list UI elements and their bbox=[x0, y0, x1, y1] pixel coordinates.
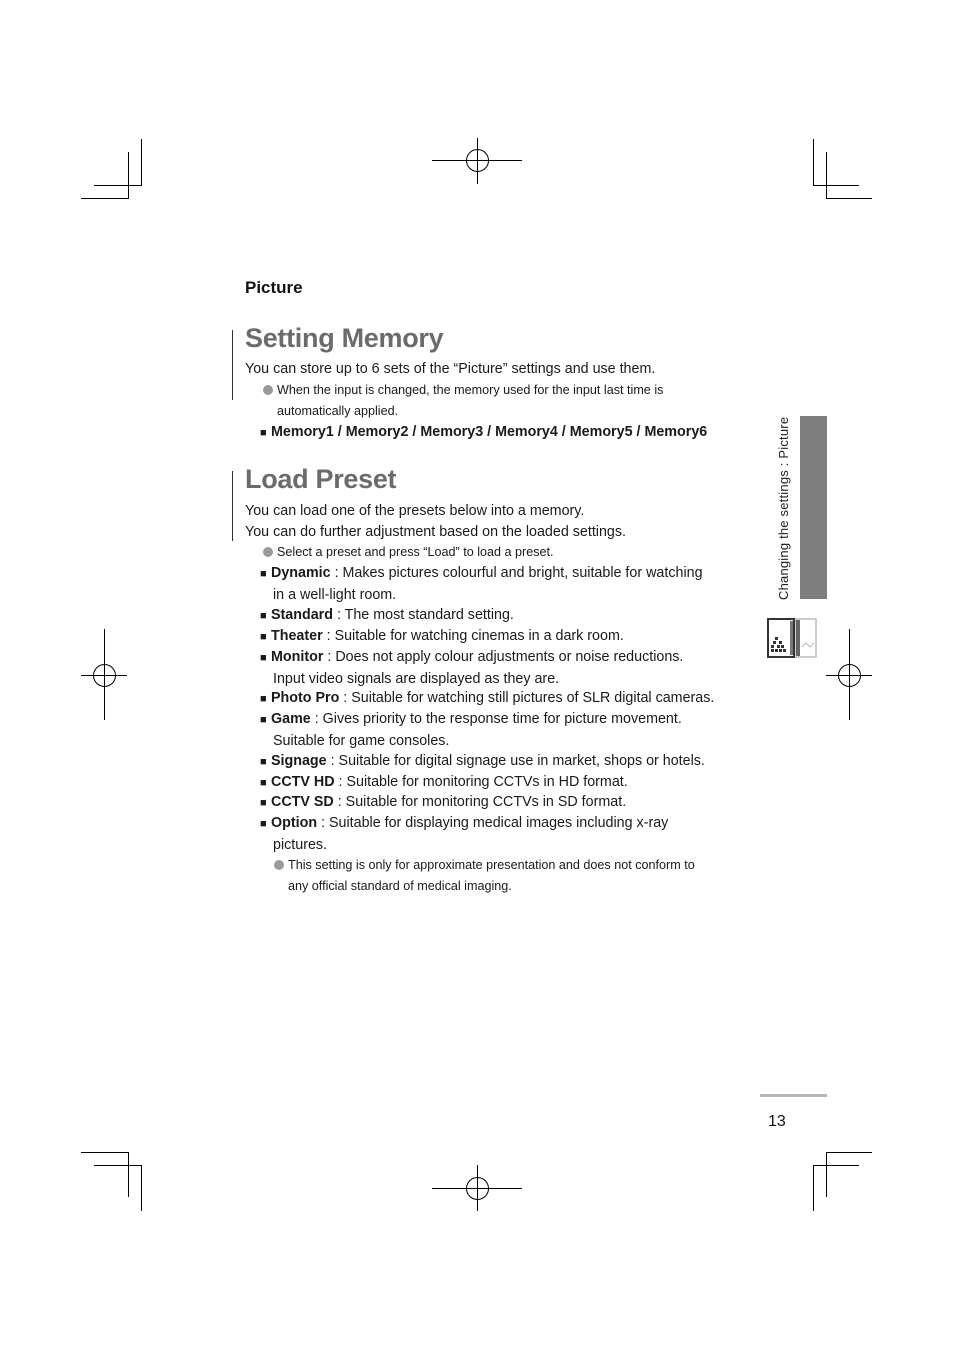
load-preset-heading: Load Preset bbox=[245, 464, 397, 494]
chapter-label: Changing the settings : Picture bbox=[776, 416, 791, 600]
section-title: Picture bbox=[245, 278, 303, 297]
note-bullet-icon bbox=[263, 547, 273, 557]
square-bullet-icon: ■ bbox=[260, 756, 267, 768]
preset-item: ■ Theater : Suitable for watching cinemas in a dark room. bbox=[260, 626, 745, 648]
preset-item: ■ Photo Pro : Suitable for watching still pictures of SLR digital cameras. bbox=[260, 688, 745, 710]
setting-memory-note: When the input is changed, the memory used for the input last time is bbox=[263, 380, 663, 401]
note-bullet-icon bbox=[274, 860, 284, 870]
square-bullet-icon: ■ bbox=[260, 714, 267, 726]
chapter-tab bbox=[800, 416, 827, 599]
preset-item: ■ Game : Gives priority to the response time for picture movement. Suitable for game consoles. bbox=[260, 711, 682, 749]
section-bar bbox=[232, 471, 233, 541]
option-note: This setting is only for approximate presentation and does not conform to bbox=[274, 855, 695, 876]
picture-settings-icon bbox=[766, 617, 818, 659]
load-preset-intro-2: You can do further adjustment based on the loaded settings. bbox=[245, 524, 626, 540]
square-bullet-icon: ■ bbox=[260, 652, 267, 664]
square-bullet-icon: ■ bbox=[260, 797, 267, 809]
setting-memory-note-cont: automatically applied. bbox=[277, 404, 399, 418]
load-preset-intro-1: You can load one of the presets below into a memory. bbox=[245, 503, 585, 519]
square-bullet-icon: ■ bbox=[260, 610, 267, 622]
preset-item: ■ Signage : Suitable for digital signage use in market, shops or hotels. bbox=[260, 751, 745, 773]
square-bullet-icon: ■ bbox=[260, 631, 267, 643]
preset-item: ■ Dynamic : Makes pictures colourful and bright, suitable for watching in a well-light room. bbox=[260, 565, 703, 603]
note-bullet-icon bbox=[263, 385, 273, 395]
preset-item: ■ Option : Suitable for displaying medical images including x-ray pictures. bbox=[260, 815, 669, 853]
preset-item: ■ Monitor : Does not apply colour adjustments or noise reductions. Input video signals are displayed as they are. bbox=[260, 649, 684, 687]
preset-item: ■ CCTV SD : Suitable for monitoring CCTVs in SD format. bbox=[260, 792, 745, 814]
square-bullet-icon: ■ bbox=[260, 427, 267, 439]
page-number: 13 bbox=[768, 1113, 786, 1130]
section-bar bbox=[232, 330, 233, 400]
preset-item: ■ CCTV HD : Suitable for monitoring CCTVs in HD format. bbox=[260, 772, 745, 794]
setting-memory-intro: You can store up to 6 sets of the “Picture” settings and use them. bbox=[245, 361, 656, 377]
memory-options: ■ Memory1 / Memory2 / Memory3 / Memory4 / Memory5 / Memory6 bbox=[260, 422, 745, 444]
setting-memory-heading: Setting Memory bbox=[245, 323, 444, 353]
preset-item: ■ Standard : The most standard setting. bbox=[260, 605, 745, 627]
load-preset-note: Select a preset and press “Load” to load a preset. bbox=[263, 542, 554, 563]
square-bullet-icon: ■ bbox=[260, 777, 267, 789]
page-number-rule bbox=[760, 1094, 827, 1097]
square-bullet-icon: ■ bbox=[260, 693, 267, 705]
square-bullet-icon: ■ bbox=[260, 568, 267, 580]
square-bullet-icon: ■ bbox=[260, 818, 267, 830]
option-note-cont: any official standard of medical imaging. bbox=[288, 879, 512, 893]
